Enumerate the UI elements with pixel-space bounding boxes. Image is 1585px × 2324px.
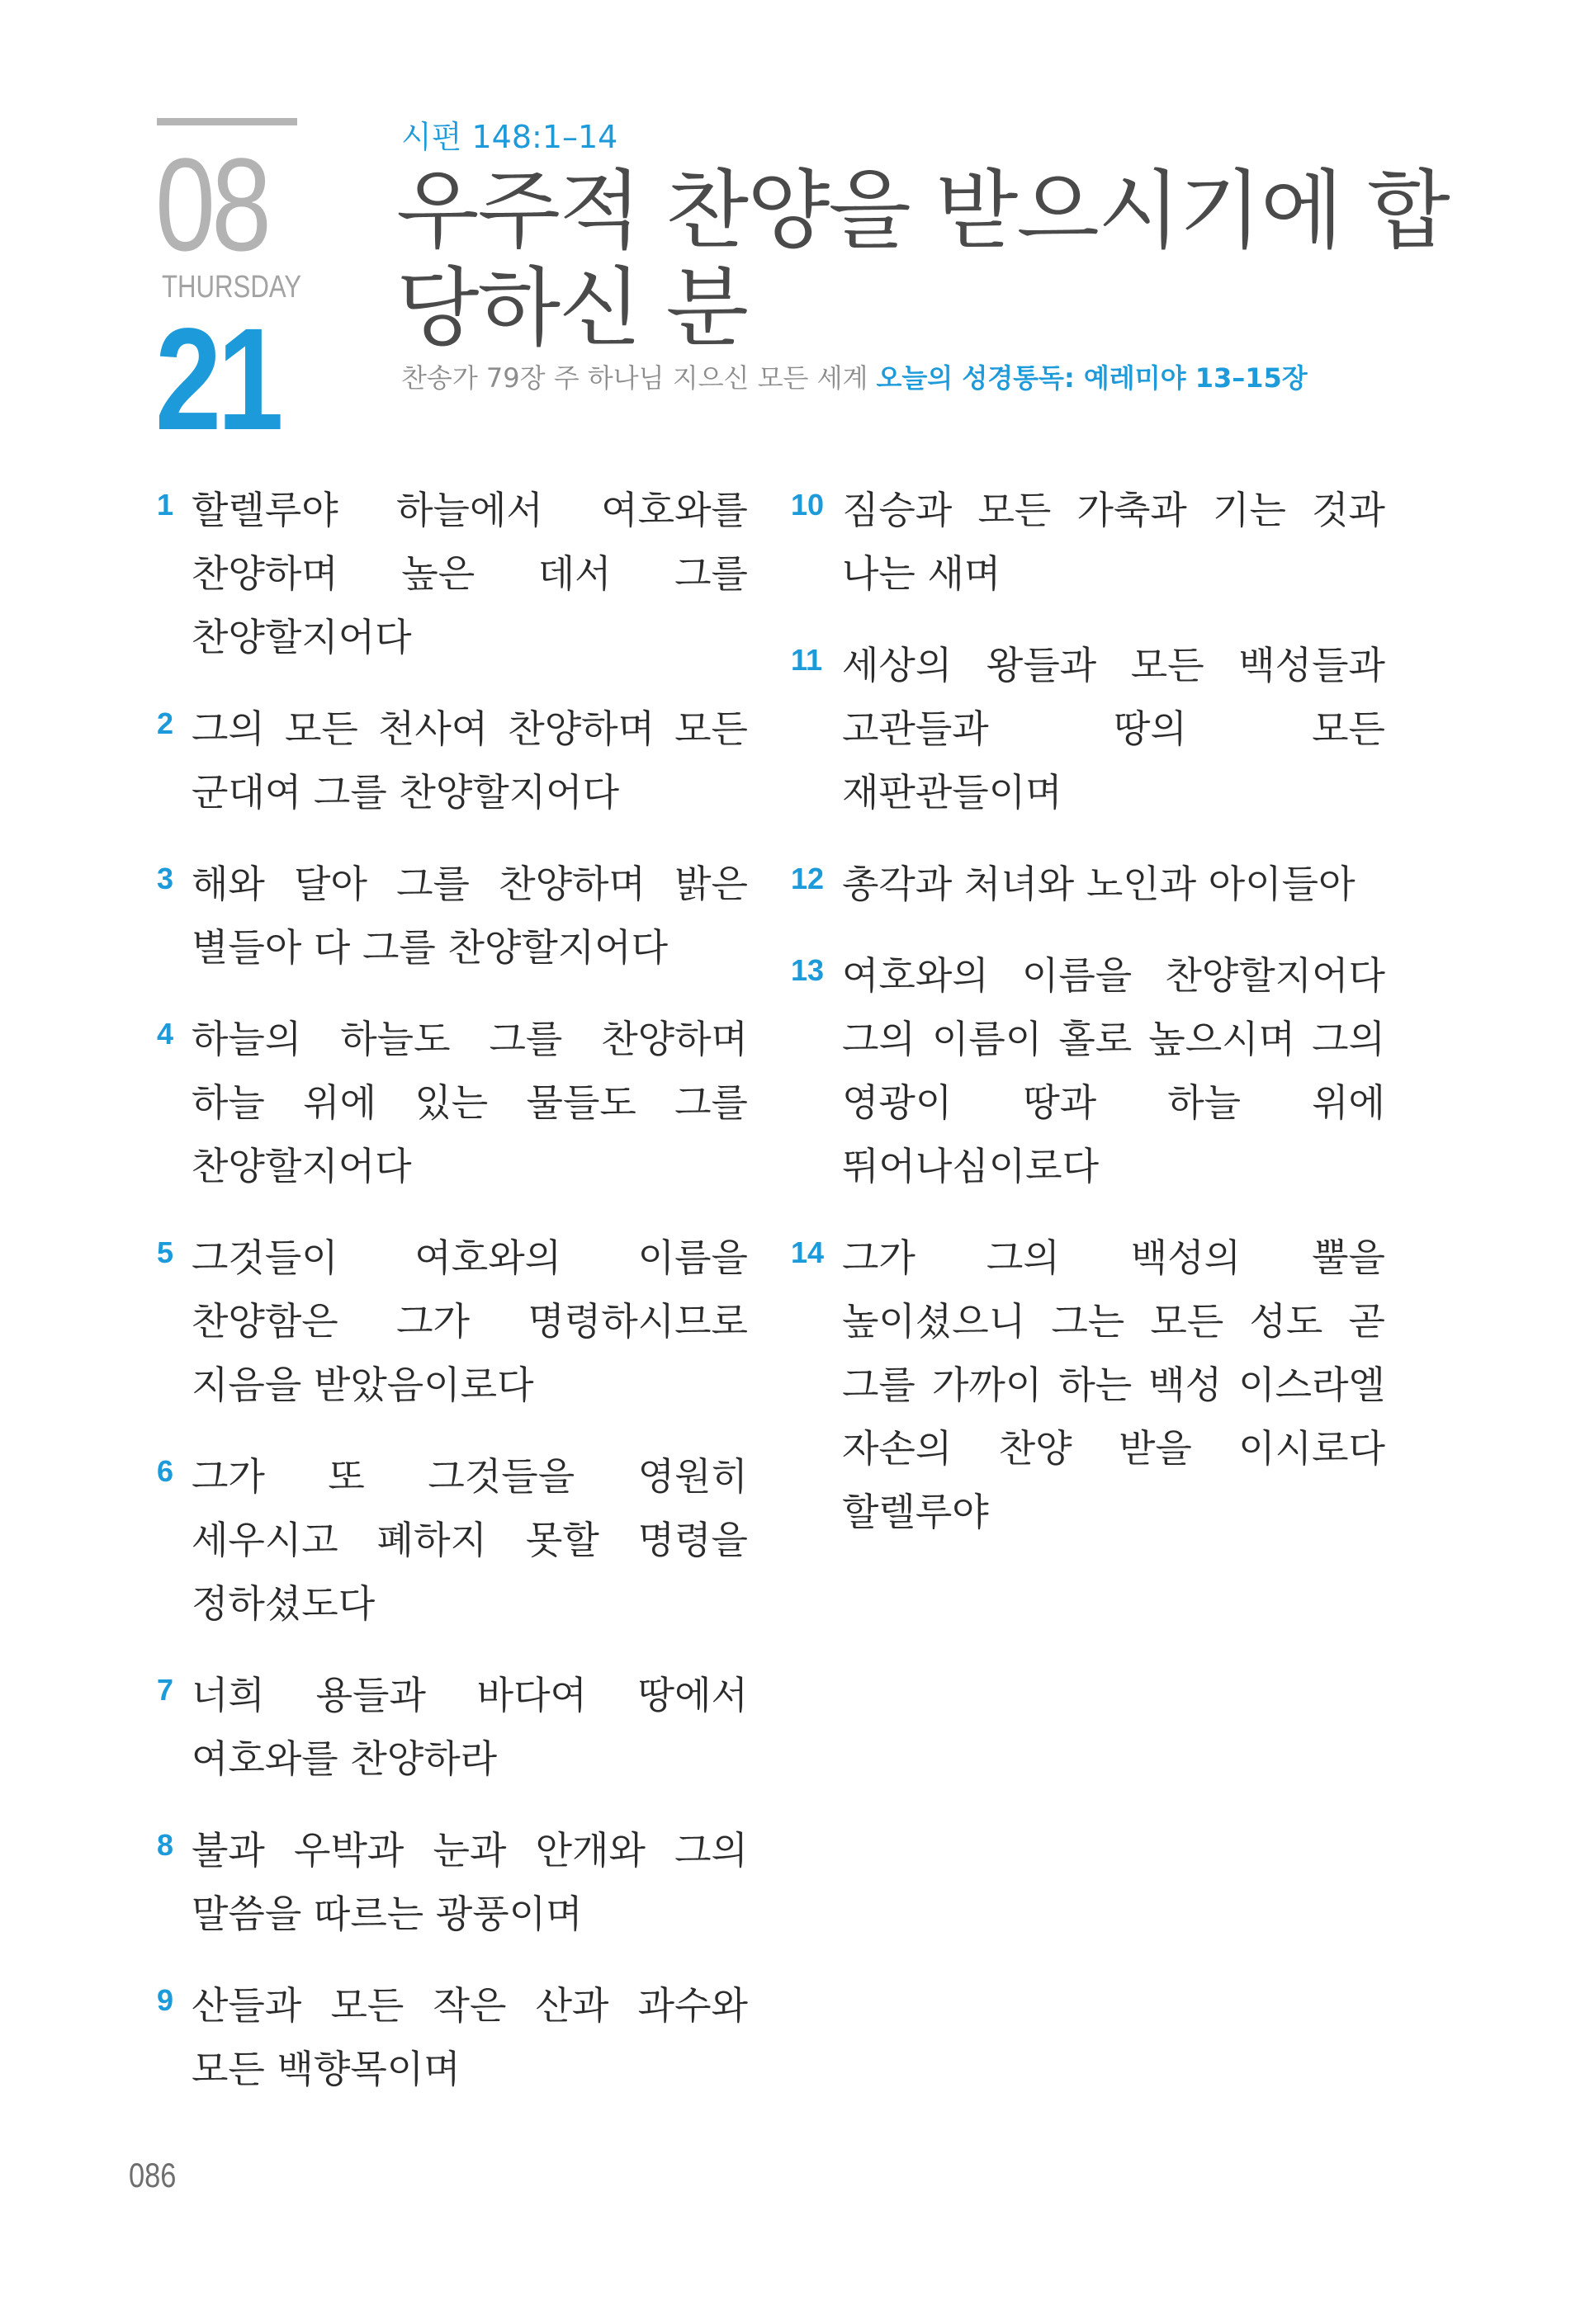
date-day: 21: [155, 299, 280, 461]
verse-item: [157, 1819, 748, 1946]
verse-text: 그것들이 여호와의 이름을 찬양함은 그가 명령하시므로 지음을 받았음이로다: [192, 1235, 748, 1407]
verse-item: [157, 1445, 748, 1636]
verse-item: [157, 1226, 748, 1417]
date-divider-bar: [157, 118, 297, 125]
verse-text: 할렐루야 하늘에서 여호와를 찬양하며 높은 데서 그를 찬양할지어다: [192, 488, 748, 659]
verse-number: 10: [791, 488, 825, 522]
verse-text: 세상의 왕들과 모든 백성들과 고관들과 땅의 모든 재판관들이며: [842, 643, 1385, 815]
verse-item: [791, 853, 1385, 916]
verse-number: 4: [157, 1017, 174, 1051]
verse-text: 해와 달아 그를 찬양하며 밝은 별들아 다 그를 찬양할지어다: [192, 862, 748, 970]
verse-text: 하늘의 하늘도 그를 찬양하며 하늘 위에 있는 물들도 그를 찬양할지어다: [192, 1017, 748, 1188]
verse-item: [157, 479, 748, 669]
verse-number: 2: [157, 706, 174, 740]
verse-column-left: [157, 479, 748, 2129]
verse-text: 그가 그의 백성의 뿔을 높이셨으니 그는 모든 성도 곧 그를 가까이 하는 백성 이스라엘 자손의 찬양 받을 이시로다 할렐루야: [842, 1235, 1385, 1534]
verse-item: [157, 697, 748, 824]
verse-text: 그의 모든 천사여 찬양하며 모든 군대여 그를 찬양할지어다: [192, 706, 748, 815]
scripture-reference: 시편 148:1–14: [401, 119, 618, 155]
daily-reading: 오늘의 성경통독: 예레미야 13–15장: [876, 362, 1308, 394]
verse-number: 5: [157, 1235, 174, 1269]
verse-item: [157, 1664, 748, 1791]
verse-item: [791, 634, 1385, 824]
verse-text: 짐승과 모든 가축과 기는 것과 나는 새며: [842, 488, 1385, 596]
verse-number: 11: [791, 643, 823, 677]
page-title: 우주적 찬양을 받으시기에 합당하신 분: [396, 160, 1449, 358]
verse-number: 1: [157, 488, 174, 522]
verse-number: 12: [791, 862, 825, 895]
verse-item: [157, 853, 748, 980]
hymn-and-reading: [401, 361, 1308, 394]
verse-text: 여호와의 이름을 찬양할지어다 그의 이름이 홀로 높으시며 그의 영광이 땅과 하늘 위에 뛰어나심이로다: [842, 953, 1385, 1188]
verse-item: [791, 944, 1385, 1198]
verse-number: 13: [791, 953, 825, 987]
verse-text: 너희 용들과 바다여 땅에서 여호와를 찬양하라: [192, 1673, 748, 1781]
verse-column-right: [791, 479, 1385, 1572]
verse-number: 9: [157, 1983, 174, 2017]
verse-text: 총각과 처녀와 노인과 아이들아: [842, 862, 1356, 906]
verse-item: [791, 479, 1385, 606]
hymn-text: 찬송가 79장 주 하나님 지으신 모든 세계: [401, 362, 868, 394]
verse-number: 7: [157, 1673, 174, 1707]
verse-text: 그가 또 그것들을 영원히 세우시고 폐하지 못할 명령을 정하셨도다: [192, 1454, 748, 1626]
date-month: 08: [155, 130, 268, 278]
verse-item: [791, 1226, 1385, 1544]
page-number: 086: [129, 2156, 177, 2194]
verse-text: 산들과 모든 작은 산과 과수와 모든 백향목이며: [192, 1983, 748, 2091]
date-weekday: THURSDAY: [162, 270, 302, 305]
verse-number: 3: [157, 862, 174, 895]
verse-number: 14: [791, 1235, 825, 1269]
verse-item: [157, 1008, 748, 1198]
verse-number: 8: [157, 1828, 174, 1862]
verse-number: 6: [157, 1454, 174, 1488]
verse-text: 불과 우박과 눈과 안개와 그의 말씀을 따르는 광풍이며: [192, 1828, 748, 1936]
verse-item: [157, 1974, 748, 2101]
